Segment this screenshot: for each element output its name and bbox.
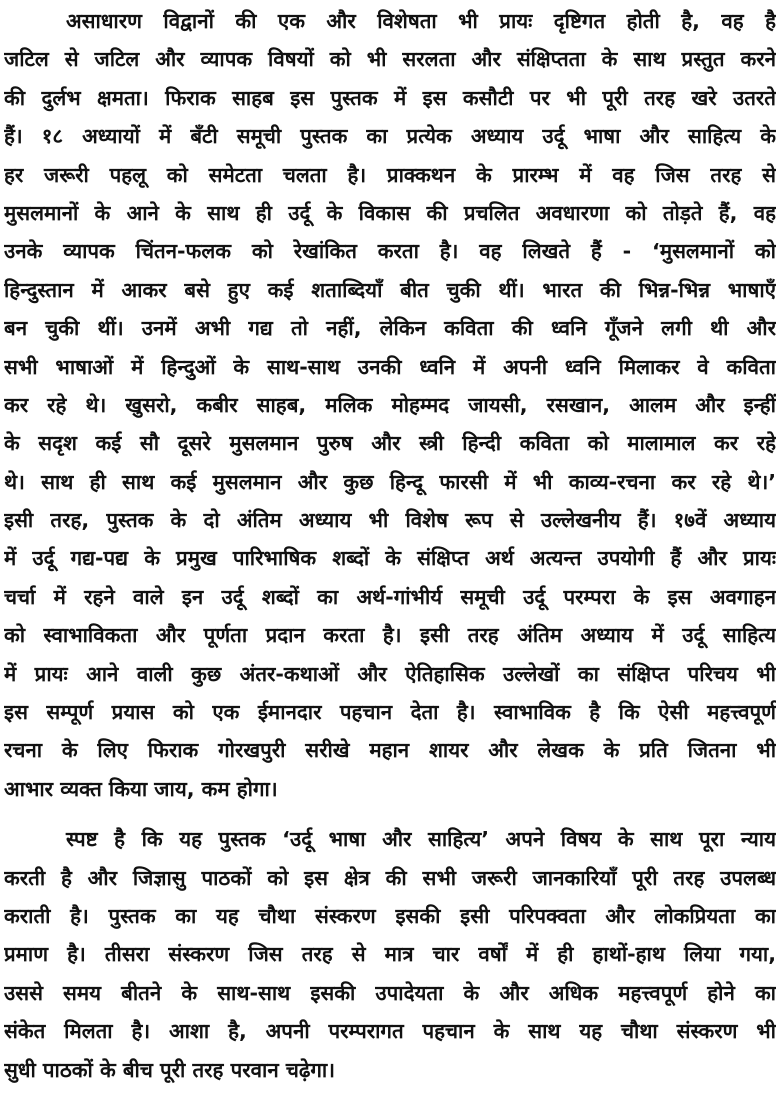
text-line: को स्वाभाविकता और पूर्णता प्रदान करता है। इसी तरह अंतिम अध्याय में उर्दू साहित्य [4,623,776,648]
text-line: असाधारण विद्वानों की एक और विशेषता भी प्रायः दृष्टिगत होती है, वह है [66,9,776,33]
text-line: हैं। १८ अध्यायों में बँटी समूची पुस्तक का प्रत्येक अध्याय उर्दू भाषा और साहित्य के [4,124,776,149]
text-line: इस सम्पूर्ण प्रयास को एक ईमानदार पहचान देता है। स्वाभाविक है कि ऐसी महत्त्वपूर्ण [4,700,776,725]
text-line: उससे समय बीतने के साथ-साथ इसकी उपादेयता के और अधिक महत्त्वपूर्ण होने का [4,980,776,1005]
text-line: जटिल से जटिल और व्यापक विषयों को भी सरलता और संक्षिप्तता के साथ प्रस्तुत करने [4,47,776,72]
text-line: संकेत मिलता है। आशा है, अपनी परम्परागत पहचान के साथ यह चौथा संस्करण भी [4,1019,776,1044]
text-line: प्रमाण है। तीसरा संस्करण जिस तरह से मात्र चार वर्षों में ही हाथों-हाथ लिया गया, [4,942,776,967]
text-line: सभी भाषाओं में हिन्दुओं के साथ-साथ उनकी ध्वनि में अपनी ध्वनि मिलाकर वे कविता [4,354,776,379]
text-line: उनके व्यापक चिंतन-फलक को रेखांकित करता है। वह लिखते हैं - ‘मुसलमानों को [4,239,776,264]
text-line: की दुर्लभ क्षमता। फिराक साहब इस पुस्तक में इस कसौटी पर भी पूरी तरह खरे उतरते [4,85,776,110]
text-line: बन चुकी थीं। उनमें अभी गद्य तो नहीं, लेकिन कविता की ध्वनि गूँजने लगी थी और [4,316,776,341]
text-line: स्पष्ट है कि यह पुस्तक ‘उर्दू भाषा और साहित्य’ अपने विषय के साथ पूरा न्याय [66,827,776,852]
text-line: के सदृश कई सौ दूसरे मुसलमान पुरुष और स्त्री हिन्दी कविता को मालामाल कर रहे [4,431,776,456]
text-line: कर रहे थे। खुसरो, कबीर साहब, मलिक मोहम्मद जायसी, रसखान, आलम और इन्हीं [4,392,776,417]
text-line: मुसलमानों के आने के साथ ही उर्दू के विकास की प्रचलित अवधारणा को तोड़ते हैं, वह [4,200,776,225]
text-line: में प्रायः आने वाली कुछ अंतर-कथाओं और ऐतिहासिक उल्लेखों का संक्षिप्त परिचय भी [4,661,776,686]
text-line: सुधी पाठकों के बीच पूरी तरह परवान चढ़ेगा। [4,1057,336,1082]
paragraph [4,820,776,1089]
text-line: हिन्दुस्तान में आकर बसे हुए कई शताब्दियाँ बीत चुकी थीं। भारत की भिन्न-भिन्न भाषाएँ [4,277,776,302]
text-line: इसी तरह, पुस्तक के दो अंतिम अध्याय भी विशेष रूप से उल्लेखनीय हैं। १७वें अध्याय [4,508,776,533]
document-page [4,2,776,1089]
text-line: कराती है। पुस्तक का यह चौथा संस्करण इसकी इसी परिपक्वता और लोकप्रियता का [4,903,776,928]
paragraph [4,2,776,808]
text-line: आभार व्यक्त किया जाय, कम होगा। [4,776,278,801]
text-line: चर्चा में रहने वाले इन उर्दू शब्दों का अर्थ-गांभीर्य समूची उर्दू परम्परा के इस अवगाहन [4,584,776,609]
text-line: थे। साथ ही साथ कई मुसलमान और कुछ हिन्दू फारसी में भी काव्य-रचना कर रहे थे।’ [4,469,776,494]
text-line: करती है और जिज्ञासु पाठकों को इस क्षेत्र की सभी जरूरी जानकारियाँ पूरी तरह उपलब्ध [4,865,776,890]
text-line: रचना के लिए फिराक गोरखपुरी सरीखे महान शायर और लेखक के प्रति जितना भी [4,738,776,763]
text-line: हर जरूरी पहलू को समेटता चलता है। प्राक्कथन के प्रारम्भ में वह जिस तरह से [4,162,776,187]
text-line: में उर्दू गद्य-पद्य के प्रमुख पारिभाषिक शब्दों के संक्षिप्त अर्थ अत्यन्त उपयोगी हैं और प्रायः [4,546,776,571]
